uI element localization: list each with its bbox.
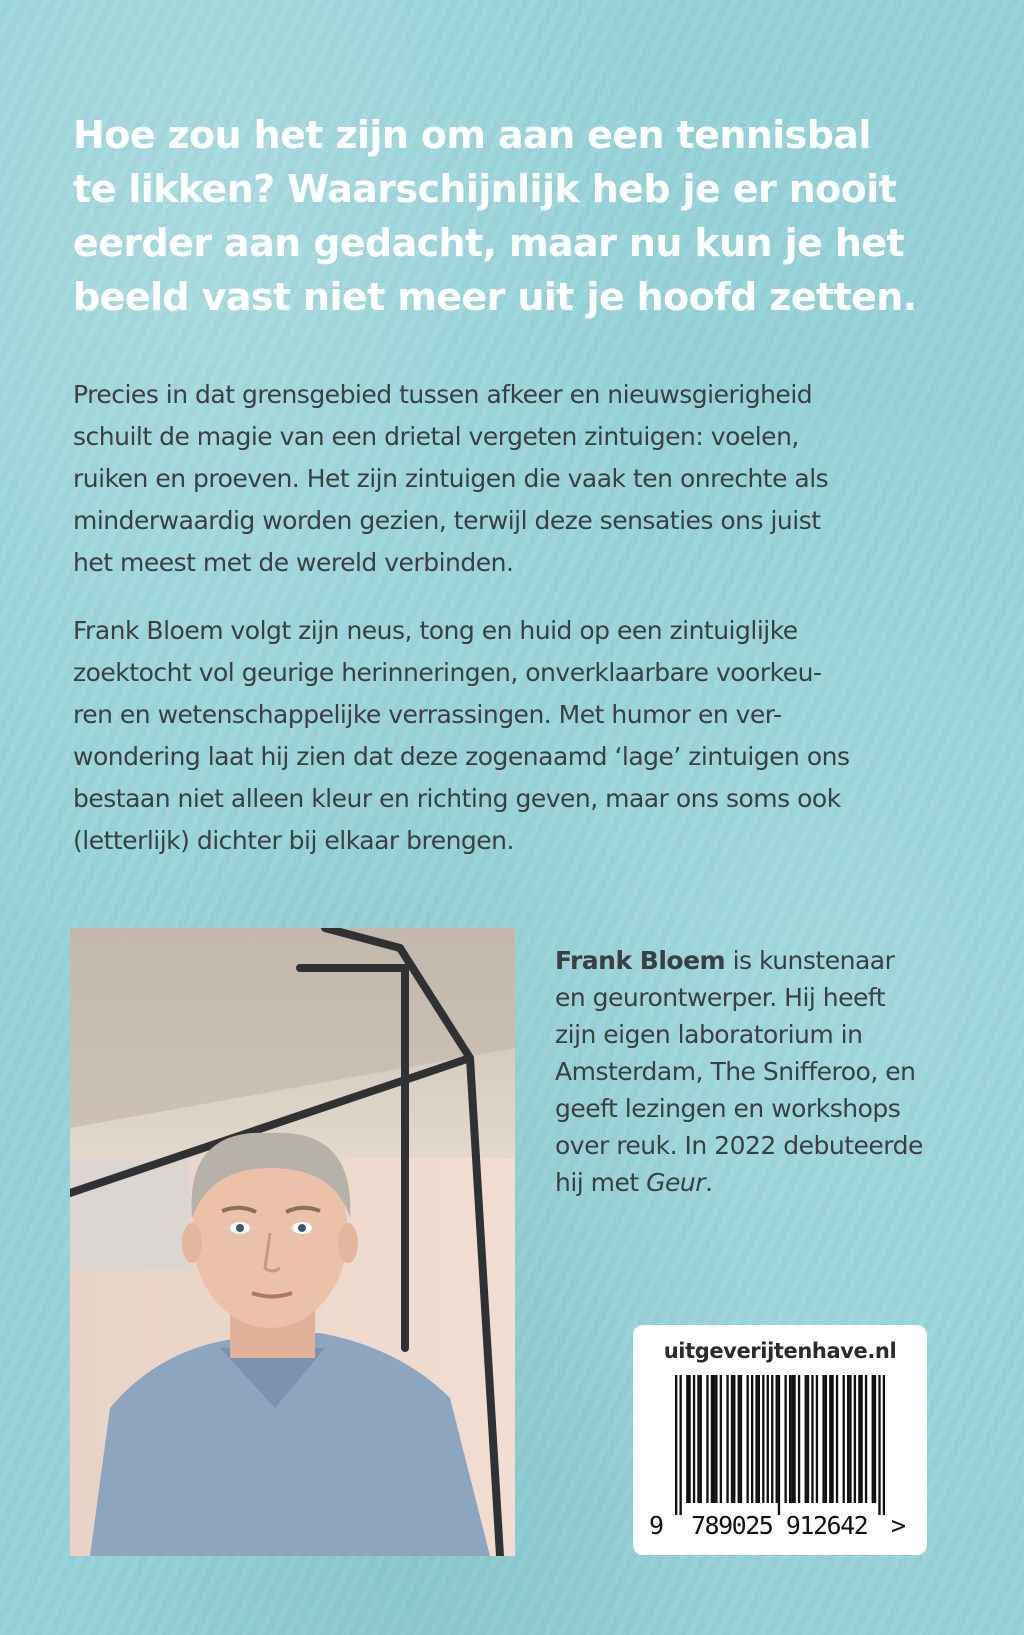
barcode-bar (720, 1375, 722, 1503)
barcode-bar (872, 1375, 874, 1503)
barcode-bar (726, 1375, 728, 1503)
barcode-bar (762, 1375, 764, 1503)
barcode-bar (849, 1375, 851, 1503)
bio-line: over reuk. In 2022 debuteerde (555, 1131, 923, 1160)
text-line: (letterlijk) dichter bij elkaar brengen. (73, 826, 514, 855)
bio-line: zijn eigen laboratorium in (555, 1020, 863, 1049)
barcode-bar (831, 1375, 833, 1503)
bio-line (555, 1164, 995, 1201)
bio-line: Amsterdam, The Snifferoo, en (555, 1057, 916, 1086)
barcode-bar (675, 1375, 677, 1515)
headline-line: te likken? Waarschijnlijk heb je er nooit (73, 167, 897, 211)
text-line: schuilt de magie van een drietal vergeten zintuigen: voelen, (73, 422, 799, 451)
barcode-bar (865, 1375, 867, 1503)
barcode-bar (816, 1375, 818, 1503)
barcode-bar (878, 1375, 880, 1515)
text-line: Frank Bloem volgt zijn neus, tong en huid op een zintuiglijke (73, 616, 798, 645)
barcode-bar (805, 1375, 807, 1503)
barcode-bar (807, 1375, 809, 1503)
isbn-arrow: > (891, 1511, 907, 1540)
barcode-bar (883, 1375, 885, 1515)
text-line: zoektocht vol geurige herinneringen, onverklaarbare voorkeu- (73, 658, 822, 687)
barcode-bar (713, 1375, 715, 1503)
bio-line-rest: is kunstenaar (725, 946, 895, 975)
publisher-url: uitgeverijtenhave.nl (663, 1339, 897, 1363)
barcode-bar (798, 1375, 800, 1503)
bio-last-suffix: . (705, 1168, 713, 1197)
barcode-bar (789, 1375, 791, 1503)
barcode-bar (811, 1375, 813, 1503)
barcode-bar (860, 1375, 862, 1503)
barcode-bar (874, 1375, 876, 1503)
headline-line: Hoe zou het zijn om aan een tennisbal (73, 113, 871, 157)
bio-line: en geurontwerper. Hij heeft (555, 983, 886, 1012)
author-portrait-illustration (70, 928, 515, 1556)
barcode-bar (740, 1375, 742, 1503)
headline-line: eerder aan gedacht, maar nu kun je het (73, 221, 905, 265)
barcode-bar (697, 1375, 699, 1503)
barcode-bar (706, 1375, 708, 1503)
barcode-bar (746, 1375, 748, 1503)
text-line: Precies in dat grensgebied tussen afkeer en nieuwsgierigheid (73, 380, 813, 409)
barcode-bar (829, 1375, 831, 1503)
barcode-bar (822, 1375, 824, 1503)
barcode-panel (633, 1325, 927, 1555)
barcode-bar (715, 1375, 717, 1503)
barcode-bar (784, 1375, 786, 1503)
barcode-icon (675, 1375, 885, 1515)
barcode-bar (767, 1375, 769, 1503)
barcode-bar (825, 1375, 827, 1503)
author-name: Frank Bloem (555, 946, 726, 975)
barcode-bar (836, 1375, 838, 1503)
author-photo (70, 928, 515, 1556)
text-line: ruiken en proeven. Het zijn zintuigen die vaak ten onrechte als (73, 464, 829, 493)
headline-line: beeld vast niet meer uit je hoofd zetten. (73, 275, 917, 319)
barcode-bar (679, 1375, 681, 1515)
blurb-paragraph-2 (73, 610, 973, 862)
barcode-bar (843, 1375, 845, 1503)
text-line: bestaan niet alleen kleur en richting geven, maar ons soms ook (73, 784, 841, 813)
barcode-bar (733, 1375, 735, 1503)
blurb-paragraph-1 (73, 374, 973, 584)
text-line: wondering laat hij zien dat deze zogenaamd ‘lage’ zintuigen ons (73, 742, 850, 771)
barcode-bar (751, 1375, 753, 1503)
bio-line (555, 942, 995, 979)
barcode-bar (731, 1375, 733, 1503)
barcode-bar (700, 1375, 702, 1503)
isbn-digits: 789025 912642 (691, 1511, 868, 1540)
barcode-bar (847, 1375, 849, 1503)
barcode-bar (711, 1375, 713, 1503)
headline (73, 108, 973, 324)
barcode-bar (854, 1375, 856, 1503)
barcode-bar (686, 1375, 688, 1503)
barcode-bar (755, 1375, 757, 1503)
text-line: het meest met de wereld verbinden. (73, 548, 514, 577)
book-title: Geur (646, 1168, 706, 1197)
text-line: minderwaardig worden gezien, terwijl deze sensaties ons juist (73, 506, 821, 535)
barcode-bar (858, 1375, 860, 1503)
isbn-first-digit: 9 (649, 1511, 665, 1540)
barcode-bar (758, 1375, 760, 1503)
bio-last-prefix: hij met (555, 1168, 647, 1197)
barcode-bar (776, 1375, 778, 1503)
author-bio (555, 942, 995, 1201)
barcode-bar (693, 1375, 695, 1503)
text-line: ren en wetenschappelijke verrassingen. Met humor en ver- (73, 700, 782, 729)
barcode-bar (738, 1375, 740, 1503)
barcode-bar (793, 1375, 795, 1503)
barcode-bar (771, 1375, 773, 1503)
barcode-bar (791, 1375, 793, 1503)
bio-line: geeft lezingen en workshops (555, 1094, 901, 1123)
barcode-bar (778, 1375, 780, 1515)
barcode-bar (688, 1375, 690, 1503)
